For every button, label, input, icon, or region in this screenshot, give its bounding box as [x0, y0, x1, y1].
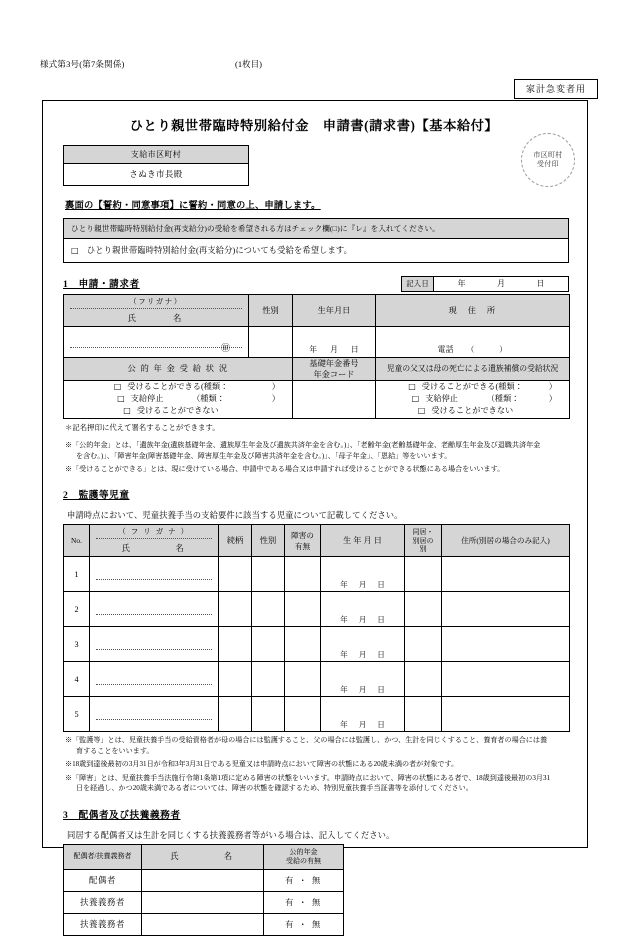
- receipt-seal-line2: 受付印: [537, 160, 559, 168]
- basic-pension-line1: 基礎年金番号: [309, 358, 359, 368]
- sheet-number: (1枚目): [235, 59, 262, 69]
- table-row: [64, 870, 344, 892]
- child-row-number: 2: [64, 592, 90, 627]
- child-address-input[interactable]: [442, 592, 570, 627]
- note-public-pension-b: を含む。)」、「障害年金(障害基礎年金、障害厚生年金及び障害共済年金を含む。)」、「母子年金」、「恩給」等をいいます。: [76, 451, 452, 460]
- child-name-input[interactable]: [90, 592, 219, 627]
- pension-option-1[interactable]: [64, 393, 292, 405]
- pension-option-label: 受けることができない: [136, 406, 219, 416]
- child-relation-input[interactable]: [219, 662, 252, 697]
- child-birth-day: 日: [377, 685, 385, 695]
- furigana-input-line[interactable]: [70, 336, 242, 348]
- child-furigana-line[interactable]: [96, 708, 212, 720]
- child-birth-day: 日: [377, 580, 385, 590]
- child-birth-ymd: [321, 649, 404, 660]
- note-disability: [65, 773, 569, 794]
- child-furigana-line[interactable]: [96, 603, 212, 615]
- checkbox-icon[interactable]: □: [417, 406, 426, 416]
- note-disability-b: 日を経過し、かつ20歳未満である者については、障害の状態を確認するため、特別児童扶養手当証書等を添付してください。: [76, 784, 473, 793]
- municipality-label: 支給市区町村: [64, 146, 248, 164]
- table-row: [64, 326, 570, 357]
- child-disability-input[interactable]: [285, 627, 321, 662]
- entry-date-month: 月: [496, 279, 505, 288]
- child-address-input[interactable]: [442, 557, 570, 592]
- spouse-pension-choice[interactable]: 有 ・ 無: [264, 892, 344, 914]
- child-disability-input[interactable]: [285, 592, 321, 627]
- applicant-birthdate-input[interactable]: [293, 326, 376, 357]
- applicant-table: [63, 294, 570, 419]
- spouse-name-input[interactable]: [142, 914, 264, 936]
- pension-option-label: 受けることができる(種類：: [127, 381, 229, 391]
- table-row: [64, 557, 570, 592]
- pension-option-2[interactable]: [64, 405, 292, 417]
- child-birthdate-input[interactable]: [321, 627, 405, 662]
- child-birth-year: 年: [340, 650, 348, 660]
- survivor-option-label: 受けることができる(種類：: [421, 381, 523, 391]
- child-row-number: 4: [64, 662, 90, 697]
- note-disability-a: ※「障害」とは、児童扶養手当法施行令第1条第1項に定める障害の状態をいいます。申請時点において、障害の状態にある者で、18歳到達後最初の3月31: [65, 773, 551, 782]
- table-row: [64, 627, 570, 662]
- child-name-input[interactable]: [90, 627, 219, 662]
- child-relation-input[interactable]: [219, 592, 252, 627]
- child-disability-input[interactable]: [285, 557, 321, 592]
- section2-heading: 2 監護等児童: [63, 490, 130, 502]
- child-furigana-line[interactable]: [96, 568, 212, 580]
- child-name-input[interactable]: [90, 697, 219, 732]
- child-birth-month: 月: [358, 580, 367, 590]
- children-disability-line2: 有無: [294, 541, 311, 551]
- children-furigana-label: （ フ リ ガ ナ ）: [96, 525, 212, 539]
- note-public-pension-a: ※「公的年金」とは、「遺族年金(遺族基礎年金、遺族厚生年金及び遺族共済年金を含む。)」、「老齢年金(老齢基礎年金、老齢厚生年金及び退職共済年金: [65, 441, 541, 450]
- child-name-input[interactable]: [90, 557, 219, 592]
- resupply-consent-box: [63, 218, 569, 263]
- table-row: [64, 525, 570, 557]
- child-living-input[interactable]: [405, 557, 442, 592]
- spouse-pension-line1: 公的年金: [289, 847, 318, 856]
- table-row: [64, 380, 570, 418]
- children-name-header: [90, 525, 219, 557]
- basic-pension-number-input[interactable]: [293, 380, 376, 418]
- table-row: [64, 697, 570, 732]
- children-disability-line1: 障害の: [291, 530, 314, 540]
- phone-label: 電話 （ ）: [437, 344, 508, 354]
- children-living-line1: 同居・: [412, 527, 434, 536]
- pension-option-label: 支給停止 （種類：: [130, 393, 225, 403]
- spouse-name-input[interactable]: [142, 870, 264, 892]
- applicant-gender-input[interactable]: [249, 326, 293, 357]
- survivor-option-label: 受けることができない: [431, 406, 514, 416]
- table-row: [64, 892, 344, 914]
- pledge-statement: 裏面の【誓約・同意事項】に誓約・同意の上、申請します。: [65, 201, 321, 211]
- birth-year-label: 年: [309, 344, 318, 354]
- child-relation-input[interactable]: [219, 627, 252, 662]
- survivor-option-close: ）: [548, 381, 557, 391]
- child-birth-month: 月: [358, 685, 367, 695]
- children-birthdate-header: 生 年 月 日: [321, 525, 405, 557]
- checkbox-icon[interactable]: □: [408, 381, 416, 391]
- child-address-input[interactable]: [442, 627, 570, 662]
- municipality-box: [63, 145, 249, 186]
- child-relation-input[interactable]: [219, 697, 252, 732]
- spouse-dependents-table: [63, 844, 344, 936]
- pension-option-0[interactable]: [64, 381, 292, 393]
- child-gender-input[interactable]: [252, 697, 285, 732]
- child-gender-input[interactable]: [252, 592, 285, 627]
- applicant-name-header: [64, 294, 249, 326]
- entry-date-label: 記入日: [402, 277, 434, 291]
- name-label: 氏 名: [127, 313, 185, 323]
- birthdate-header: 生年月日: [293, 294, 376, 326]
- seal-icon: ㊞: [220, 343, 230, 354]
- note-age-range: ※18歳到達後最初の3月31日が令和3年3月31日である児童又は申請時点において障害の状態にある20歳未満の者が対象です。: [65, 760, 459, 769]
- applicant-name-input[interactable]: [64, 326, 249, 357]
- spouse-relation-label: 扶養義務者: [64, 914, 142, 936]
- resupply-checkbox-label: ひとり親世帯臨時特別給付金(再支給分)についても受給を希望します。: [86, 245, 353, 255]
- note-custody-b: 育することをいいます。: [76, 746, 154, 755]
- child-living-input[interactable]: [405, 697, 442, 732]
- child-birthdate-input[interactable]: [321, 592, 405, 627]
- child-birth-ymd: [321, 614, 404, 625]
- basic-pension-number-header: [293, 357, 376, 380]
- birth-month-label: 月: [330, 344, 338, 354]
- pension-status-header: 公 的 年 金 受 給 状 況: [64, 357, 293, 380]
- checkbox-icon[interactable]: □: [117, 393, 125, 403]
- child-living-input[interactable]: [405, 592, 442, 627]
- table-row: [64, 294, 570, 326]
- table-row: [64, 844, 344, 869]
- note-eligible-definition: ※「受けることができる」とは、現に受けている場合、申請中である場合又は申請すれば受けることができる状態にある場合をいいます。: [65, 464, 505, 473]
- section2-lead: 申請時点において、児童扶養手当の支給要件に該当する児童について記載してください。: [67, 511, 403, 521]
- children-rows: [64, 557, 570, 732]
- pension-option-close: ）: [271, 381, 280, 391]
- child-birth-day: 日: [377, 650, 385, 660]
- children-relation-header: 続柄: [219, 525, 252, 557]
- checkbox-icon[interactable]: □: [71, 245, 79, 255]
- form-sheet: [42, 100, 588, 930]
- gender-header: 性別: [249, 294, 293, 326]
- section3-heading: 3 配偶者及び扶養義務者: [63, 809, 181, 821]
- child-birth-month: 月: [358, 615, 367, 625]
- entry-date-fields[interactable]: [434, 277, 568, 291]
- table-row: [64, 357, 570, 380]
- entry-date-day: 日: [536, 279, 545, 288]
- entry-date-box: [401, 276, 569, 292]
- children-gender-header: 性別: [252, 525, 285, 557]
- child-address-input[interactable]: [442, 697, 570, 732]
- child-birth-day: 日: [377, 720, 385, 730]
- resupply-notice: ひとり親世帯臨時特別給付金(再支給分)の受給を希望される方はチェック欄(□)に『レ』を入れてください。: [64, 219, 568, 239]
- note-custody-a: ※「監護等」とは、児童扶養手当の受給資格者が母の場合には監護すること、父の場合には監護し、かつ、生計を同じくすること、養育者の場合には養: [65, 736, 548, 745]
- birth-day-label: 日: [350, 344, 359, 354]
- child-relation-input[interactable]: [219, 557, 252, 592]
- child-row-number: 1: [64, 557, 90, 592]
- child-row-number: 5: [64, 697, 90, 732]
- survivor-option-1[interactable]: [376, 393, 569, 405]
- child-birth-ymd: [321, 684, 404, 695]
- birthdate-ymd: [293, 344, 375, 355]
- child-birthdate-input[interactable]: [321, 662, 405, 697]
- spouse-pension-choice[interactable]: 有 ・ 無: [264, 870, 344, 892]
- child-furigana-line[interactable]: [96, 638, 212, 650]
- checkbox-icon[interactable]: □: [113, 381, 122, 391]
- entry-date-year: 年: [457, 279, 466, 288]
- child-birth-ymd: [321, 579, 404, 590]
- section1-heading: 1 申請・請求者: [63, 278, 140, 290]
- survivor-option-close: ）: [548, 393, 557, 403]
- child-birth-year: 年: [340, 685, 348, 695]
- furigana-label: （フリガナ）: [70, 295, 242, 309]
- child-row-number: 3: [64, 627, 90, 662]
- category-badge: 家計急変者用: [514, 79, 598, 99]
- child-gender-input[interactable]: [252, 627, 285, 662]
- checkbox-icon[interactable]: □: [411, 393, 420, 403]
- spouse-rows: [64, 870, 344, 936]
- form-number: 様式第3号(第7条関係): [40, 59, 125, 69]
- survivor-option-0[interactable]: [376, 381, 569, 393]
- municipality-value: さぬき市長殿: [129, 169, 183, 179]
- child-address-input[interactable]: [442, 662, 570, 697]
- children-living-line3: 別: [419, 545, 427, 554]
- child-birth-month: 月: [358, 720, 367, 730]
- spouse-relation-label: 配偶者: [64, 870, 142, 892]
- child-living-input[interactable]: [405, 627, 442, 662]
- children-no-header: No.: [64, 525, 90, 557]
- pension-options-list[interactable]: [64, 380, 293, 418]
- checkbox-icon[interactable]: □: [123, 406, 131, 416]
- child-birth-ymd: [321, 719, 404, 730]
- children-table: [63, 524, 570, 732]
- children-name-label: 氏 名: [121, 544, 187, 554]
- child-birth-month: 月: [358, 650, 367, 660]
- children-address-header: 住所(別居の場合のみ記入): [442, 525, 570, 557]
- receipt-seal-line1: 市区町村: [533, 150, 563, 159]
- child-birth-year: 年: [340, 615, 348, 625]
- resupply-checkbox-row[interactable]: [64, 239, 568, 262]
- child-birth-day: 日: [377, 615, 385, 625]
- table-row: [64, 914, 344, 936]
- section3-lead: 同居する配偶者又は生計を同じくする扶養義務者等がいる場合は、記入してください。: [67, 830, 395, 840]
- children-disability-header: [285, 525, 321, 557]
- child-birthdate-input[interactable]: [321, 697, 405, 732]
- applicant-address-input[interactable]: [376, 326, 570, 357]
- spouse-pension-line2: 受給の有無: [286, 856, 321, 865]
- spouse-relation-header: 配偶者/扶養義務者: [64, 844, 142, 869]
- child-disability-input[interactable]: [285, 697, 321, 732]
- spouse-name-input[interactable]: [142, 892, 264, 914]
- child-gender-input[interactable]: [252, 557, 285, 592]
- survivor-option-2[interactable]: [376, 405, 569, 417]
- spouse-relation-label: 扶養義務者: [64, 892, 142, 914]
- pension-option-close: ）: [271, 393, 280, 403]
- children-living-header: [405, 525, 442, 557]
- survivor-options-list[interactable]: [376, 380, 570, 418]
- children-living-line2: 別居の: [412, 536, 434, 545]
- child-disability-input[interactable]: [285, 662, 321, 697]
- address-header: 現 住 所: [376, 294, 570, 326]
- child-living-input[interactable]: [405, 662, 442, 697]
- page-title: ひとり親世帯臨時特別給付金 申請書(請求書)【基本給付】: [129, 118, 499, 133]
- child-gender-input[interactable]: [252, 662, 285, 697]
- child-furigana-line[interactable]: [96, 673, 212, 685]
- spouse-pension-choice[interactable]: 有 ・ 無: [264, 914, 344, 936]
- basic-pension-line2: 年金コード: [313, 369, 355, 379]
- survivor-option-label: 支給停止 （種類：: [425, 393, 520, 403]
- note-custody: [65, 735, 569, 756]
- table-row: [64, 662, 570, 697]
- note-public-pension: [65, 440, 569, 461]
- spouse-pension-header: [264, 844, 344, 869]
- child-birth-year: 年: [340, 580, 348, 590]
- spouse-name-header: 氏 名: [142, 844, 264, 869]
- survivor-benefit-header: 児童の父又は母の死亡による遺族補償の受給状況: [376, 357, 570, 380]
- child-birthdate-input[interactable]: [321, 557, 405, 592]
- table-row: [64, 592, 570, 627]
- child-name-input[interactable]: [90, 662, 219, 697]
- child-birth-year: 年: [340, 720, 348, 730]
- note-seal-signature: ＊記名押印に代えて署名することができます。: [65, 422, 220, 432]
